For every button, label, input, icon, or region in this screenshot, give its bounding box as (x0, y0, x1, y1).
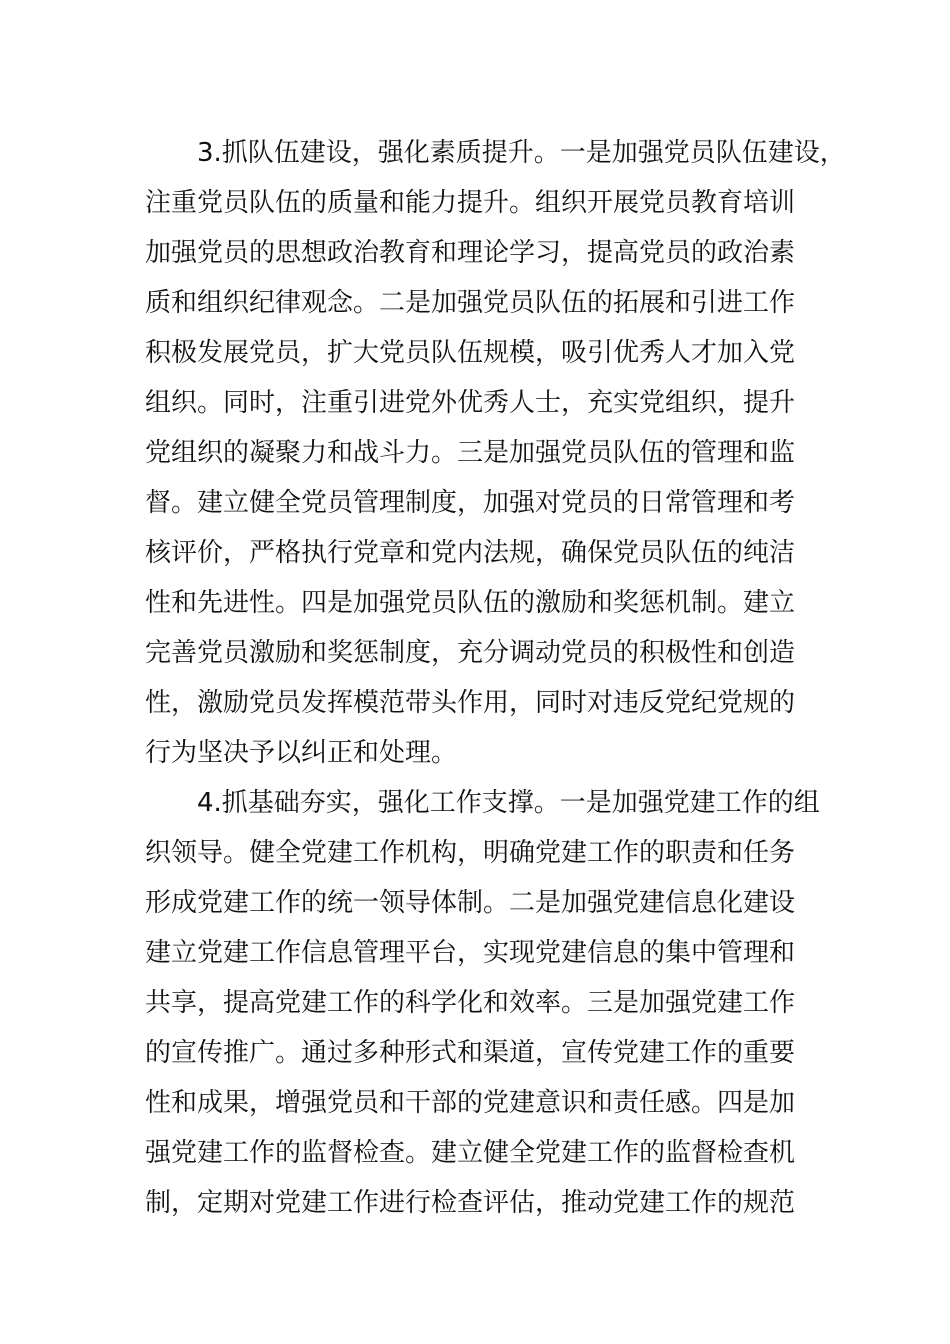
paragraph-3-team-building (145, 128, 846, 778)
text-line: 建立党建工作信息管理平台，实现党建信息的集中管理和 (145, 938, 796, 968)
text-line: 行为坚决予以纠正和处理。 (145, 738, 458, 768)
text-line: 完善党员激励和奖惩制度，充分调动党员的积极性和创造 (145, 638, 796, 668)
text-line: 3.抓队伍建设，强化素质提升。一是加强党员队伍建设， (197, 138, 846, 168)
paragraph-4-foundation (145, 778, 820, 1228)
text-line: 核评价，严格执行党章和党内法规，确保党员队伍的纯洁 (145, 538, 796, 568)
text-line: 加强党员的思想政治教育和理论学习，提高党员的政治素 (145, 238, 796, 268)
text-line: 组织。同时，注重引进党外优秀人士，充实党组织，提升 (145, 388, 796, 418)
text-line: 共享，提高党建工作的科学化和效率。三是加强党建工作 (145, 988, 796, 1018)
text-line: 督。建立健全党员管理制度，加强对党员的日常管理和考 (145, 488, 796, 518)
text-line: 性和先进性。四是加强党员队伍的激励和奖惩机制。建立 (145, 588, 796, 618)
document-body (145, 128, 846, 1228)
text-line: 的宣传推广。通过多种形式和渠道，宣传党建工作的重要 (145, 1038, 796, 1068)
text-line: 性和成果，增强党员和干部的党建意识和责任感。四是加 (145, 1088, 796, 1118)
text-line: 质和组织纪律观念。二是加强党员队伍的拓展和引进工作 (145, 288, 796, 318)
text-line: 性，激励党员发挥模范带头作用，同时对违反党纪党规的 (145, 688, 796, 718)
text-line: 形成党建工作的统一领导体制。二是加强党建信息化建设 (145, 888, 796, 918)
text-line: 积极发展党员，扩大党员队伍规模，吸引优秀人才加入党 (145, 338, 796, 368)
text-line: 注重党员队伍的质量和能力提升。组织开展党员教育培训 (145, 188, 796, 218)
text-line: 强党建工作的监督检查。建立健全党建工作的监督检查机 (145, 1138, 796, 1168)
text-line: 织领导。健全党建工作机构，明确党建工作的职责和任务 (145, 838, 796, 868)
text-line: 党组织的凝聚力和战斗力。三是加强党员队伍的管理和监 (145, 438, 796, 468)
text-line: 4.抓基础夯实，强化工作支撑。一是加强党建工作的组 (197, 788, 820, 818)
text-line: 制，定期对党建工作进行检查评估，推动党建工作的规范 (145, 1188, 796, 1218)
